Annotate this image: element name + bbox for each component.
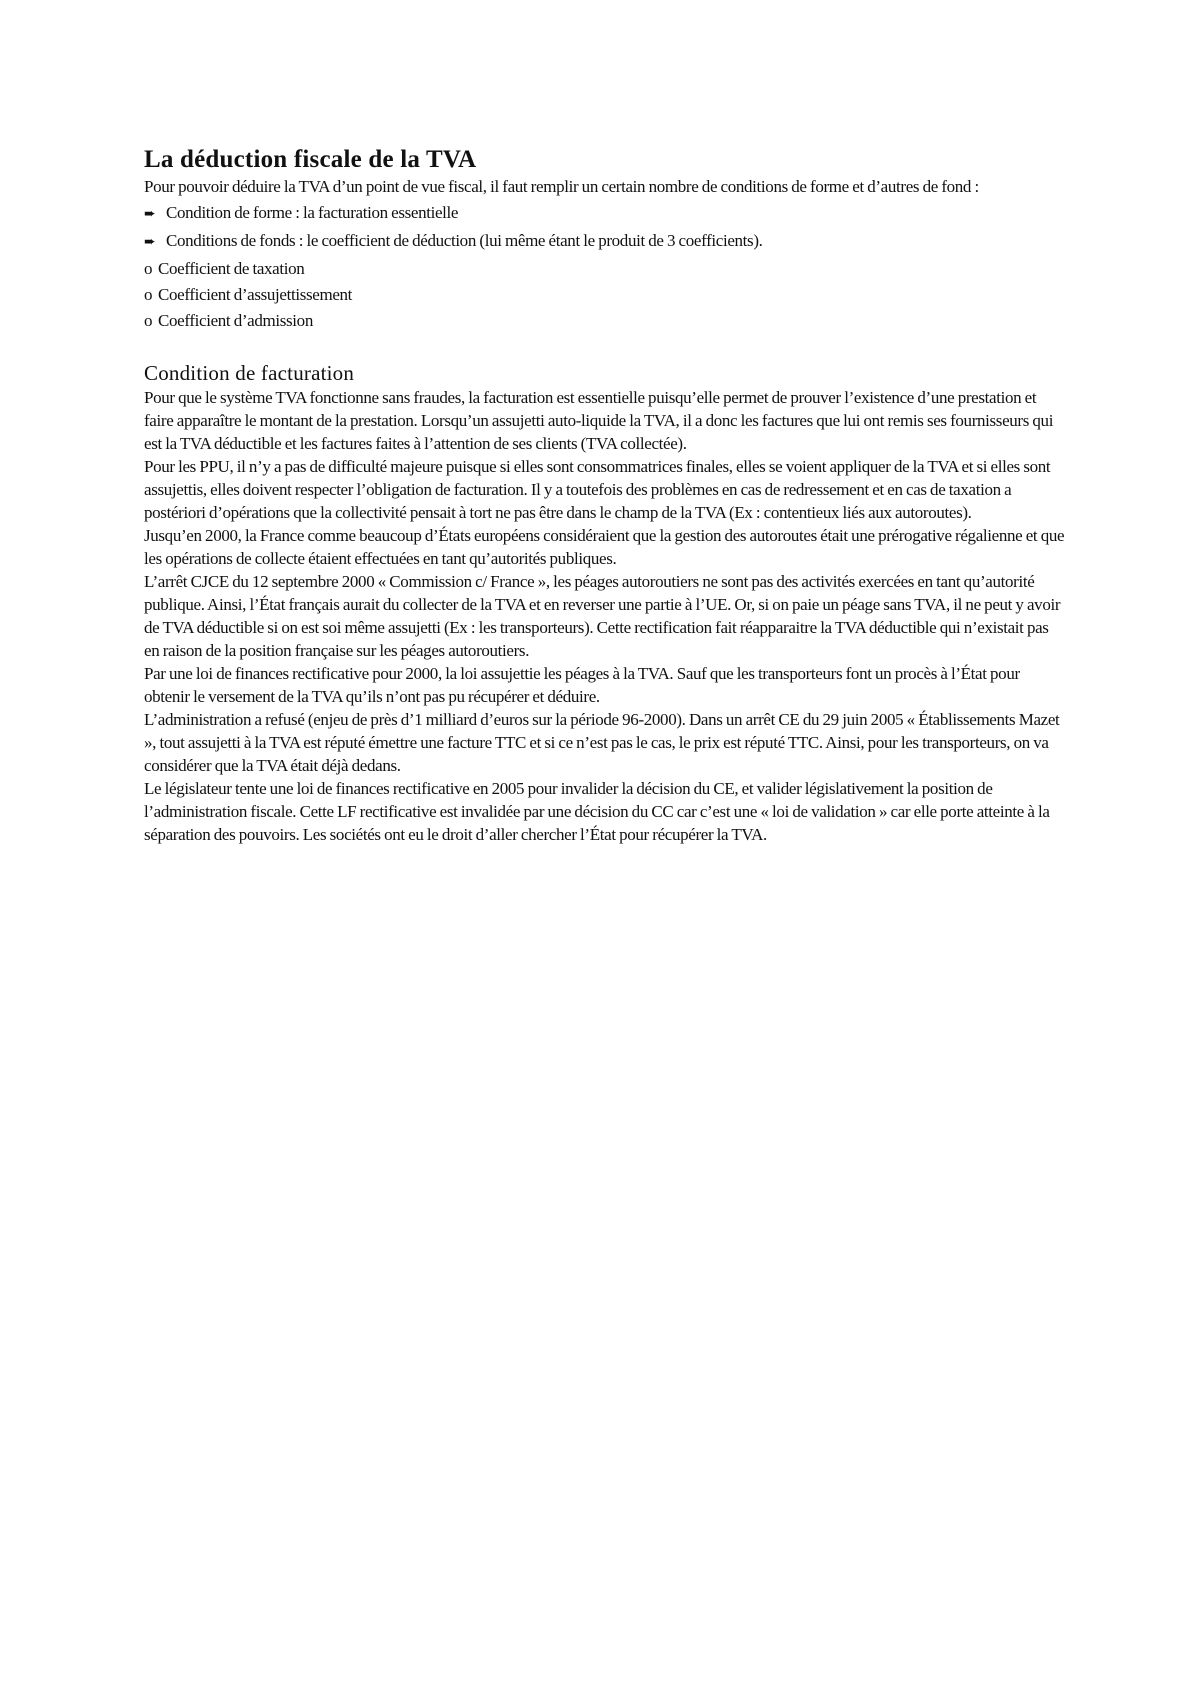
list-item: [144, 256, 1066, 282]
body-paragraph: Pour les PPU, il n’y a pas de difficulté majeure puisque si elles sont consommatrices finales, elles se voient appliquer de la TVA et si elles sont assujettis, elles doivent respecter l’obligation de facturation. Il y a toutefois des problèmes en cas de redressement et en cas de taxation a postériori d’opérations que la collectivité pensait à tort ne pas être dans le champ de la TVA (Ex : contentieux liés aux autoroutes).: [144, 457, 1051, 522]
condition-forme-text: Condition de forme : la facturation essentielle: [166, 203, 459, 222]
body-paragraph: Le législateur tente une loi de finances rectificative en 2005 pour invalider la décision du CE, et valider législativement la position de l’administration fiscale. Cette LF rectificative est invalidée par une décision du CC car c’est une « loi de validation » car elle porte atteinte à la séparation des pouvoirs. Les sociétés ont eu le droit d’aller chercher l’État pour récupérer la TVA.: [144, 779, 1050, 844]
body-paragraph: Pour que le système TVA fonctionne sans fraudes, la facturation est essentielle puisqu’elle permet de prouver l’existence d’une prestation et faire apparaître le montant de la prestation. Lorsqu’un assujetti auto-liquide la TVA, il a donc les factures que lui ont remis ses fournisseurs qui est la TVA déductible et les factures faites à l’attention de ses clients (TVA collectée).: [144, 388, 1054, 453]
arrow-icon: ➨: [144, 235, 156, 250]
document-title: La déduction fiscale de la TVA: [144, 146, 477, 173]
list-item: [144, 200, 1066, 228]
coefficient-taxation-text: Coefficient de taxation: [158, 259, 305, 278]
coefficient-assujettissement-text: Coefficient d’assujettissement: [158, 285, 353, 304]
body-paragraph: L’administration a refusé (enjeu de près d’1 milliard d’euros sur la période 96-2000). Dans un arrêt CE du 29 juin 2005 « Établissements Mazet », tout assujetti à la TVA est réputé émettre une facture TTC et si ce n’est pas le cas, le prix est réputé TTC. Ainsi, pour les transporteurs, on va considérer que la TVA était déjà dedans.: [144, 710, 1060, 775]
intro-paragraph: Pour pouvoir déduire la TVA d’un point de vue fiscal, il faut remplir un certain nombre de conditions de forme et d’autres de fond :: [144, 177, 979, 196]
sub-bullet-marker: o: [144, 259, 153, 278]
arrow-icon: ➨: [144, 207, 156, 222]
sub-bullet-marker: o: [144, 285, 153, 304]
body-paragraph: Par une loi de finances rectificative pour 2000, la loi assujettie les péages à la TVA. Sauf que les transporteurs font un procès à l’État pour obtenir le versement de la TVA qu’ils n’ont pas pu récupérer et déduire.: [144, 664, 1020, 706]
body-paragraph: L’arrêt CJCE du 12 septembre 2000 « Commission c/ France », les péages autoroutiers ne sont pas des activités exercées en tant qu’autorité publique. Ainsi, l’État français aurait du collecter de la TVA et en reverser une partie à l’UE. Or, si on paie un péage sans TVA, il ne peut y avoir de TVA déductible si on est soi même assujetti (Ex : les transporteurs). Cette rectification fait réapparaitre la TVA déductible qui n’existait pas en raison de la position française sur les péages autoroutiers.: [144, 572, 1061, 660]
body-paragraph: Jusqu’en 2000, la France comme beaucoup d’États européens considéraient que la gestion des autoroutes était une prérogative régalienne et que les opérations de collecte étaient effectuées en tant qu’autorités publiques.: [144, 526, 1065, 568]
coefficient-admission-text: Coefficient d’admission: [158, 311, 313, 330]
condition-fonds-text: Conditions de fonds : le coefficient de déduction (lui même étant le produit de 3 coefficients).: [166, 231, 763, 250]
sub-bullet-marker: o: [144, 311, 153, 330]
section-heading: Condition de facturation: [144, 361, 355, 385]
document-page: [144, 145, 1066, 846]
list-item: [144, 308, 1066, 334]
list-item: [144, 282, 1066, 308]
conditions-list: [144, 200, 1066, 334]
list-item: [144, 228, 1066, 256]
